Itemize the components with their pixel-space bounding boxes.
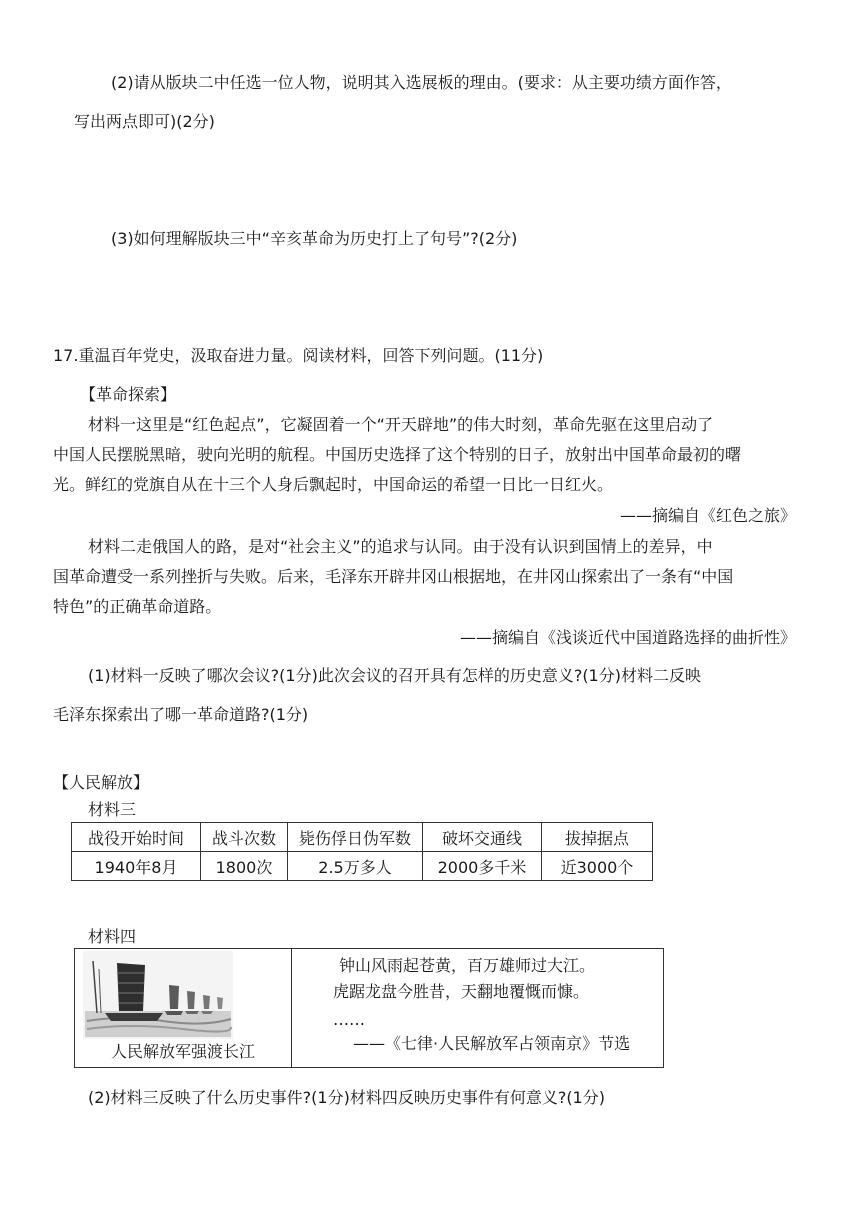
table-cell: 2.5万多人 xyxy=(288,852,423,881)
q17-part1-line1: (1)材料一反映了哪次会议?(1分)此次会议的召开具有怎样的历史意义?(1分)材料二反映 xyxy=(88,666,701,685)
poem-line2: 虎踞龙盘今胜昔，天翻地覆慨而慷。 xyxy=(333,982,590,1001)
table-cell: 2000多千米 xyxy=(423,852,542,881)
q17-part1-line2: 毛泽东探索出了哪一革命道路?(1分) xyxy=(53,705,309,724)
river-crossing-illustration xyxy=(83,951,233,1039)
material1-line1: 材料一这里是“红色起点”，它凝固着一个“开天辟地”的伟大时刻，革命先驱在这里启动了 xyxy=(88,415,714,434)
poem-ellipsis: …… xyxy=(333,1010,365,1029)
q17-part2: (2)材料三反映了什么历史事件?(1分)材料四反映历史事件有何意义?(1分) xyxy=(88,1088,605,1107)
material4-box xyxy=(74,948,664,1068)
q16-part2-line1: (2)请从版块二中任选一位人物，说明其入选展板的理由。(要求：从主要功绩方面作答， xyxy=(111,73,732,92)
material4-caption: 人民解放军强渡长江 xyxy=(110,1042,255,1061)
section-revolution-exploration: 【革命探索】 xyxy=(80,385,177,404)
material2-line3: 特色”的正确革命道路。 xyxy=(53,597,222,616)
material4-label: 材料四 xyxy=(88,927,137,946)
section-people-liberation: 【人民解放】 xyxy=(53,773,150,792)
material4-poem-cell xyxy=(291,949,663,1067)
table-header-cell: 战斗次数 xyxy=(201,823,288,852)
table-header-cell: 战役开始时间 xyxy=(72,823,201,852)
table-row xyxy=(72,852,653,881)
table-header-cell: 拔掉据点 xyxy=(542,823,653,852)
table-header-cell: 破坏交通线 xyxy=(423,823,542,852)
material3-label: 材料三 xyxy=(88,800,137,819)
table-cell: 1800次 xyxy=(201,852,288,881)
table-header-row xyxy=(72,823,653,852)
q17-title: 17.重温百年党史，汲取奋进力量。阅读材料，回答下列问题。(11分) xyxy=(53,346,544,365)
material3-table xyxy=(71,822,653,881)
table-cell: 近3000个 xyxy=(542,852,653,881)
table-header-cell: 毙伤俘日伪军数 xyxy=(288,823,423,852)
material4-image-cell xyxy=(75,949,292,1067)
material1-line3: 光。鲜红的党旗自从在十三个人身后飘起时，中国命运的希望一日比一日红火。 xyxy=(53,475,614,494)
q16-part2-line2: 写出两点即可)(2分) xyxy=(74,112,215,131)
material2-line2: 国革命遭受一系列挫折与失败。后来，毛泽东开辟井冈山根据地，在井冈山探索出了一条有“中国 xyxy=(53,567,734,586)
material2-source: ——摘编自《浅谈近代中国道路选择的曲折性》 xyxy=(459,628,796,647)
material1-source: ——摘编自《红色之旅》 xyxy=(619,506,796,525)
table-cell: 1940年8月 xyxy=(72,852,201,881)
material2-line1: 材料二走俄国人的路，是对“社会主义”的追求与认同。由于没有认识到国情上的差异，中 xyxy=(88,537,713,556)
material1-line2: 中国人民摆脱黑暗，驶向光明的航程。中国历史选择了这个特别的日子，放射出中国革命最初的曙 xyxy=(53,445,742,464)
q16-part3: (3)如何理解版块三中“辛亥革命为历史打上了句号”?(2分) xyxy=(111,229,518,248)
poem-source: ——《七律·人民解放军占领南京》节选 xyxy=(353,1034,631,1053)
poem-line1: 钟山风雨起苍黄，百万雄师过大江。 xyxy=(339,956,596,975)
